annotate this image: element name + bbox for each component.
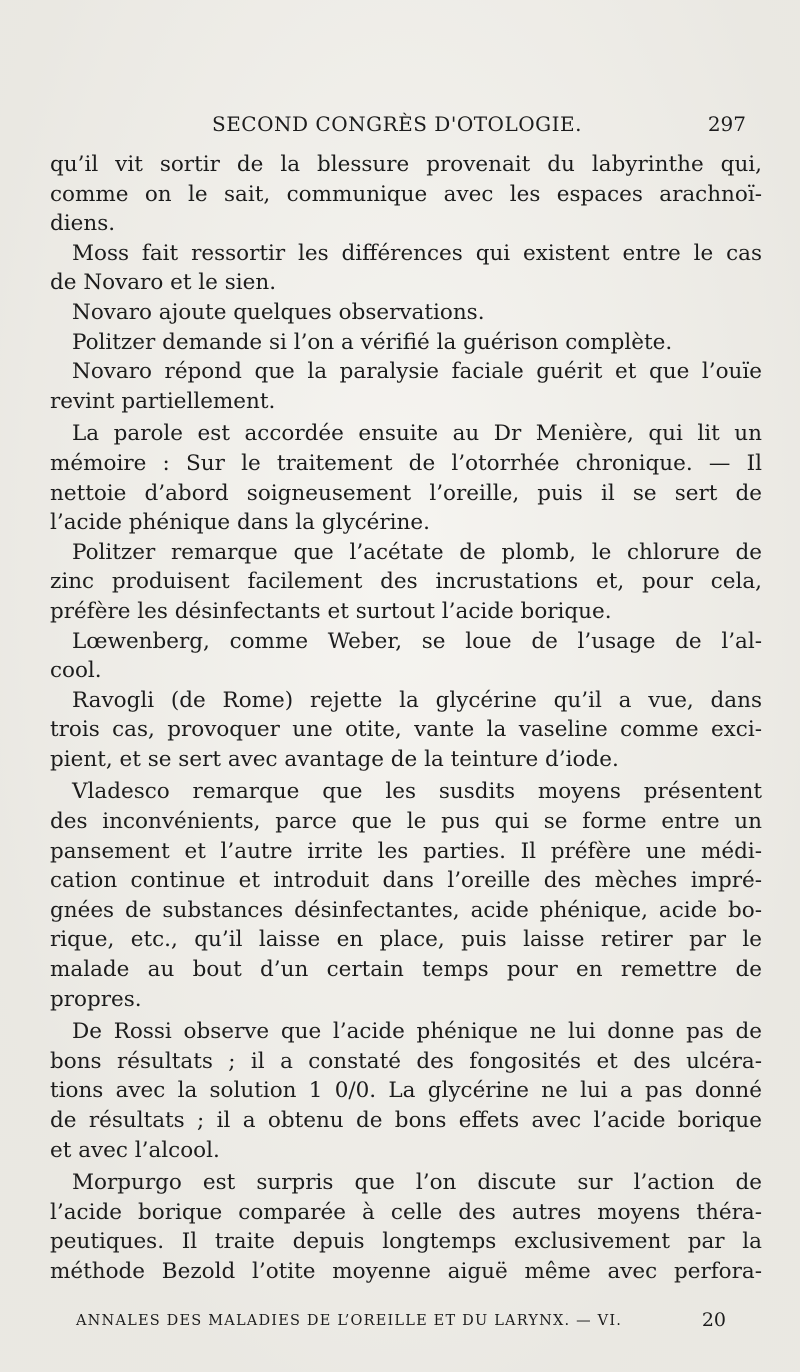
text-line: rique, etc., qu’il laisse en place, puis laisse retirer par le <box>50 927 762 953</box>
paragraph-start: Morpurgo est surpris que l’on discute sur l’action de <box>72 1170 762 1196</box>
text-line: préfère les désinfectants et surtout l’acide borique. <box>50 598 612 624</box>
running-title: SECOND CONGRÈS D'OTOLOGIE. <box>212 112 582 136</box>
paragraph-start: Novaro ajoute quelques observations. <box>72 299 485 325</box>
paragraph-start: De Rossi observe que l’acide phénique ne lui donne pas de <box>72 1019 762 1045</box>
text-line: propres. <box>50 986 142 1012</box>
text-line: mémoire : Sur le traitement de l’otorrhée chronique. — Il <box>50 450 762 476</box>
text-line: gnées de substances désinfectantes, acide phénique, acide bo- <box>50 897 762 923</box>
text-line: diens. <box>50 211 116 237</box>
paragraph-start: La parole est accordée ensuite au Dr Menière, qui lit un <box>72 421 762 447</box>
text-line: et avec l’alcool. <box>50 1137 220 1163</box>
text-line: qu’il vit sortir de la blessure provenait du labyrinthe qui, <box>50 152 762 177</box>
paragraph-start: Moss fait ressortir les différences qui existent entre le cas <box>72 240 762 266</box>
text-line: pansement et l’autre irrite les parties. Il préfère une médi- <box>50 838 762 864</box>
text-line: de Novaro et le sien. <box>50 270 277 296</box>
paragraph-start: Lœwenberg, comme Weber, se loue de l’usage de l’al- <box>72 628 762 654</box>
signature-mark: 20 <box>701 1309 726 1331</box>
paragraph-start: Novaro répond que la paralysie faciale guérit et que l’ouïe <box>72 359 762 385</box>
text-line: de résultats ; il a obtenu de bons effets avec l’acide borique <box>50 1108 762 1133</box>
text-line: tions avec la solution 1 0/0. La glycérine ne lui a pas donné <box>50 1078 762 1104</box>
page-number: 297 <box>707 112 746 136</box>
running-header <box>52 112 752 142</box>
text-line: trois cas, provoquer une otite, vante la vaseline comme exci- <box>50 717 762 743</box>
text-line: nettoie d’abord soigneusement l’oreille, puis il se sert de <box>50 480 762 506</box>
text-line: cation continue et introduit dans l’oreille des mèches impré- <box>50 868 762 894</box>
paragraph-start: Politzer remarque que l’acétate de plomb, le chlorure de <box>72 539 762 565</box>
paragraph-start: Politzer demande si l’on a vérifié la guérison complète. <box>72 329 673 355</box>
text-line: cool. <box>50 658 102 684</box>
body-text <box>50 150 762 1287</box>
journal-footer: ANNALES DES MALADIES DE L’OREILLE ET DU LARYNX. — VI. <box>76 1313 623 1329</box>
text-line: pient, et se sert avec avantage de la teinture d’iode. <box>50 746 619 772</box>
text-line: des inconvénients, parce que le pus qui se forme entre un <box>50 809 762 835</box>
text-line: bons résultats ; il a constaté des fongosités et des ulcéra- <box>50 1048 762 1074</box>
text-line: l’acide borique comparée à celle des autres moyens théra- <box>50 1199 762 1225</box>
text-line: peutiques. Il traite depuis longtemps exclusivement par la <box>50 1229 762 1255</box>
text-line: méthode Bezold l’otite moyenne aiguë même avec perfora- <box>50 1258 762 1284</box>
text-line: revint partiellement. <box>50 388 276 414</box>
paragraph-start: Vladesco remarque que les susdits moyens présentent <box>72 779 762 805</box>
text-line: malade au bout d’un certain temps pour en remettre de <box>50 957 762 983</box>
text-line: zinc produisent facilement des incrustations et, pour cela, <box>50 569 762 595</box>
paragraph-start: Ravogli (de Rome) rejette la glycérine qu’il a vue, dans <box>72 687 762 713</box>
footer <box>76 1309 726 1335</box>
text-line: l’acide phénique dans la glycérine. <box>50 510 430 536</box>
text-line: comme on le sait, communique avec les espaces arachnoï- <box>50 181 762 207</box>
